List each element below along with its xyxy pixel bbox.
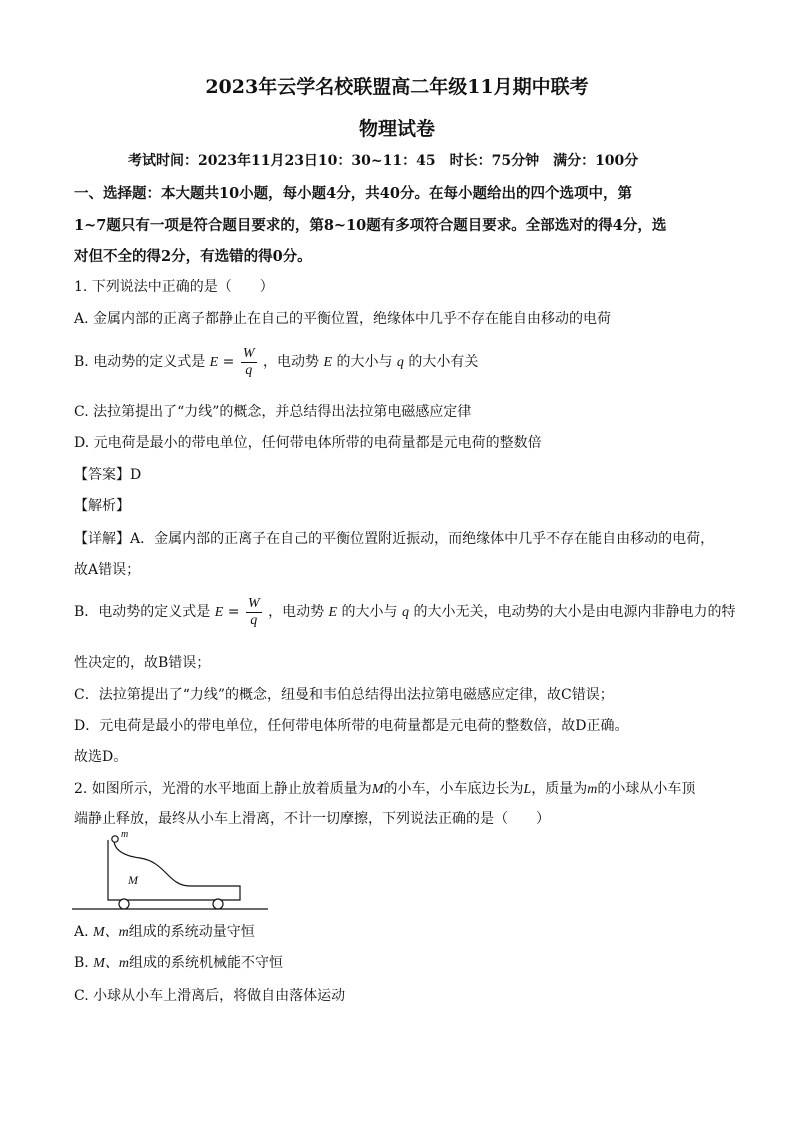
question-2-stem-line1 [74, 778, 695, 798]
question-2-stem-line2: 端静止释放，最终从小车上滑离，不计一切摩擦，下列说法正确的是（ ） [74, 811, 550, 827]
question-2-option-c: C. 小球从小车上滑离后，将做自由落体运动 [74, 988, 346, 1004]
page-subtitle: 物理试卷 [358, 118, 435, 140]
ball-label: m [121, 829, 129, 840]
q2-stem-part: 的小球从小车顶 [597, 781, 696, 797]
q2-stem-part: 的小车，小车底边长为 [383, 781, 524, 797]
fraction-denominator: q [245, 362, 253, 378]
detail-a-text: A．金属内部的正离子在自己的平衡位置附近振动，而绝缘体中几乎不存在能自由移动的电荷， [130, 531, 715, 547]
fraction-numerator: W [242, 345, 255, 361]
option-b-prefix: B. 电动势的定义式是 [74, 354, 206, 370]
option-b-middle: ，电动势 [262, 354, 319, 370]
detail-d: D．元电荷是最小的带电单位，任何带电体所带的电荷量都是元电荷的整数倍，故D正确。 [74, 718, 629, 734]
fraction-numerator: W [247, 595, 260, 611]
detail-b-middle: ，电动势 [268, 604, 325, 620]
detail-b-middle-2: 的大小与 [341, 604, 398, 620]
cart-figure [72, 828, 272, 914]
detail-b-suffix: 的大小无关，电动势的大小是由电源内非静电力的特 [413, 604, 736, 620]
detail-a-line1 [74, 528, 714, 548]
length-L-symbol: L [523, 782, 532, 797]
question-2-option-a [74, 921, 255, 941]
mass-M-symbol: M [371, 782, 384, 797]
fraction-denominator: q [250, 612, 258, 628]
cart-body [108, 840, 240, 900]
question-1-option-b [74, 342, 478, 382]
question-1-option-c: C. 法拉第提出了“力线”的概念，并总结得出法拉第电磁感应定律 [74, 404, 472, 420]
emf-symbol: E [209, 355, 219, 370]
wheel-left [119, 899, 129, 909]
analysis-label: 【解析】 [74, 498, 130, 514]
emf-symbol-2: E [328, 605, 338, 620]
q2-stem-part: 2. 如图所示，光滑的水平地面上静止放着质量为 [74, 781, 372, 797]
section-instructions-line2: 1~7题只有一项是符合题目要求的，第8~10题有多项符合题目要求。全部选对的得4分，选 [74, 217, 667, 234]
option-prefix: B. [74, 955, 94, 971]
section-instructions-line1: 一、选择题：本大题共10小题，每小题4分，共40分。在每小题给出的四个选项中，第 [74, 185, 632, 202]
option-text: 组成的系统动量守恒 [128, 924, 255, 940]
detail-c: C．法拉第提出了“力线”的概念，纽曼和韦伯总结得出法拉第电磁感应定律，故C错误； [74, 687, 614, 703]
cart-label: M [128, 873, 138, 887]
charge-symbol: q [402, 605, 409, 620]
emf-fraction [241, 346, 257, 379]
answer-label: 【答案】 [74, 467, 130, 483]
detail-b-prefix: B．电动势的定义式是 [74, 604, 211, 620]
wheel-right [213, 899, 223, 909]
detail-b-line1 [74, 592, 735, 632]
detail-a-line2: 故A错误； [74, 562, 141, 578]
question-1-option-d: D. 元电荷是最小的带电单位，任何带电体所带的电荷量都是元电荷的整数倍 [74, 435, 542, 451]
detail-b-line2: 性决定的，故B错误； [74, 655, 211, 671]
conclusion: 故选D。 [74, 749, 128, 765]
option-text: 组成的系统机械能不守恒 [128, 955, 283, 971]
section-instructions-line3: 对但不全的得2分，有选错的得0分。 [74, 248, 312, 265]
question-1-stem: 1. 下列说法中正确的是（ ） [74, 279, 274, 295]
question-2-option-b [74, 952, 283, 972]
emf-symbol: E [214, 605, 224, 620]
charge-symbol: q [396, 355, 404, 370]
system-vars: M、m [93, 925, 129, 940]
system-vars: M、m [93, 956, 129, 971]
equals-sign: = [222, 354, 235, 370]
option-b-suffix: 的大小有关 [408, 354, 479, 370]
equals-sign: = [227, 604, 240, 620]
detail-label: 【详解】 [74, 531, 130, 547]
page-title: 2023年云学名校联盟高二年级11月期中联考 [205, 76, 589, 98]
emf-symbol-2: E [323, 355, 332, 370]
answer-value: D [130, 467, 142, 483]
mass-m-symbol: m [587, 782, 598, 797]
ball-m [112, 836, 118, 842]
option-prefix: A. [74, 924, 94, 940]
q2-stem-part: ，质量为 [531, 781, 588, 797]
emf-fraction [246, 596, 262, 629]
exam-info: 考试时间：2023年11月23日10：30~11：45 时长：75分钟 满分：100分 [128, 153, 639, 169]
option-b-middle-2: 的大小与 [336, 354, 393, 370]
answer-line [74, 464, 141, 484]
question-1-option-a: A. 金属内部的正离子都静止在自己的平衡位置，绝缘体中几乎不存在能自由移动的电荷 [74, 311, 612, 327]
